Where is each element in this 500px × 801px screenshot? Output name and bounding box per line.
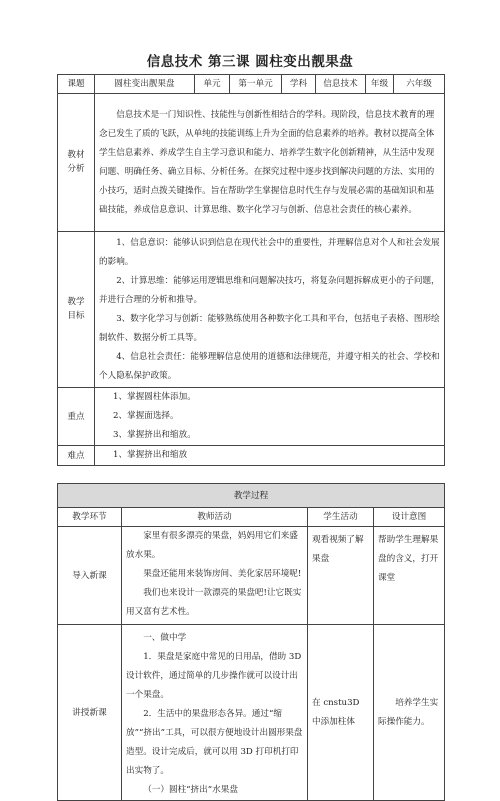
- difficult-item: 1、掌握挤出和缩放: [113, 450, 188, 460]
- table-row: [58, 625, 445, 801]
- teacher-cell: 一、做中学 1．果盘是家庭中常见的日用品，借助 3D 设计软件，通过简单的几步操作就可以设计出一个果盘。 2．生活中的果盘形态各异。通过“缩放”“挤出”工具，可以很方便地设计出圆形果盘造型。设计完成后，就可以用 3D 打印机打印出实物了。 （一）圆柱“挤出”水果盘: [122, 625, 308, 801]
- lesson-label: 课题: [58, 75, 95, 94]
- teacher-cell: 家里有很多漂亮的果盘，妈妈用它们来盛放水果。 果盘还能用来装饰房间、美化家居环境呢! 我们也来设计一款漂亮的果盘吧!让它既实用又富有艺术性。: [122, 527, 308, 625]
- unit-value: 第一单元: [230, 75, 282, 94]
- process-heading: 教学过程: [58, 484, 445, 508]
- process-table: [57, 483, 445, 801]
- grade-label: 年级: [366, 75, 394, 94]
- stage-cell: 导入新课: [58, 527, 122, 625]
- page-title: 信息技术 第三课 圆柱变出靓果盘: [146, 54, 354, 70]
- key-point-item: 1、掌握圆柱体添加。: [113, 392, 196, 402]
- subject-label: 学科: [282, 75, 316, 94]
- goals-label: 教学目标: [58, 232, 95, 388]
- col-stage-header: 教学环节: [58, 508, 122, 527]
- difficult-list: [95, 446, 445, 466]
- unit-label: 单元: [195, 75, 230, 94]
- grade-value: 六年级: [394, 75, 445, 94]
- analysis-label: 教材分析: [58, 94, 95, 232]
- key-point-item: 3、掌握挤出和缩放。: [113, 430, 196, 440]
- student-cell: 在 cnstu3D 中添加柱体: [308, 625, 374, 801]
- key-points-list: [95, 388, 445, 446]
- subject-value: 信息技术: [316, 75, 366, 94]
- key-points-label: 重点: [58, 388, 95, 446]
- lesson-value: 圆柱变出靓果盘: [95, 75, 195, 94]
- goal-item: 3、数字化学习与创新：能够熟练使用各种数字化工具和平台，包括电子表格、图形绘制软件、数据分析工具等。: [99, 313, 440, 343]
- table-row: [58, 527, 445, 625]
- goal-item: 4、信息社会责任：能够理解信息使用的道德和法律规范，并遵守相关的社会、学校和个人隐私保护政策。: [99, 351, 440, 381]
- goal-item: 2、计算思维：能够运用逻辑思维和问题解决技巧，将复杂问题拆解成更小的子问题，并进行合理的分析和推导。: [99, 275, 440, 305]
- analysis-text: 信息技术是一门知识性、技能性与创新性相结合的学科。现阶段，信息技术教育的理念已发生了质的飞跃，从单纯的技能训练上升为全面的信息素养的培养。教材以提高全体学生信息素养、养成学生自主学习意识和能力、培养学生数字化创新精神，从生活中发现问题、明确任务、确立目标、分析任务。在探究过程中逐步找到解决问题的方法、实用的小技巧，适时点拨关键操作。旨在帮助学生掌握信息时代生存与发展必需的基础知识和基础技能，养成信息意识、计算思维、数字化学习与创新、信息社会责任的核心素养。: [95, 94, 445, 232]
- goal-item: 1、信息意识：能够认识到信息在现代社会中的重要性，并理解信息对个人和社会发展的影响。: [99, 237, 440, 267]
- col-teacher-header: 教师活动: [122, 508, 308, 527]
- lesson-info-table: [57, 74, 445, 466]
- student-cell: 观看视频了解果盘: [308, 527, 374, 625]
- goals-list: [95, 232, 445, 388]
- difficult-label: 难点: [58, 446, 95, 466]
- intent-cell: 帮助学生理解果盘的含义，打开课堂: [374, 527, 445, 625]
- key-point-item: 2、掌握面选择。: [113, 411, 179, 421]
- col-student-header: 学生活动: [308, 508, 374, 527]
- stage-cell: 讲授新课: [58, 625, 122, 801]
- intent-cell: 培养学生实际操作能力。: [374, 625, 445, 801]
- col-intent-header: 设计意图: [374, 508, 445, 527]
